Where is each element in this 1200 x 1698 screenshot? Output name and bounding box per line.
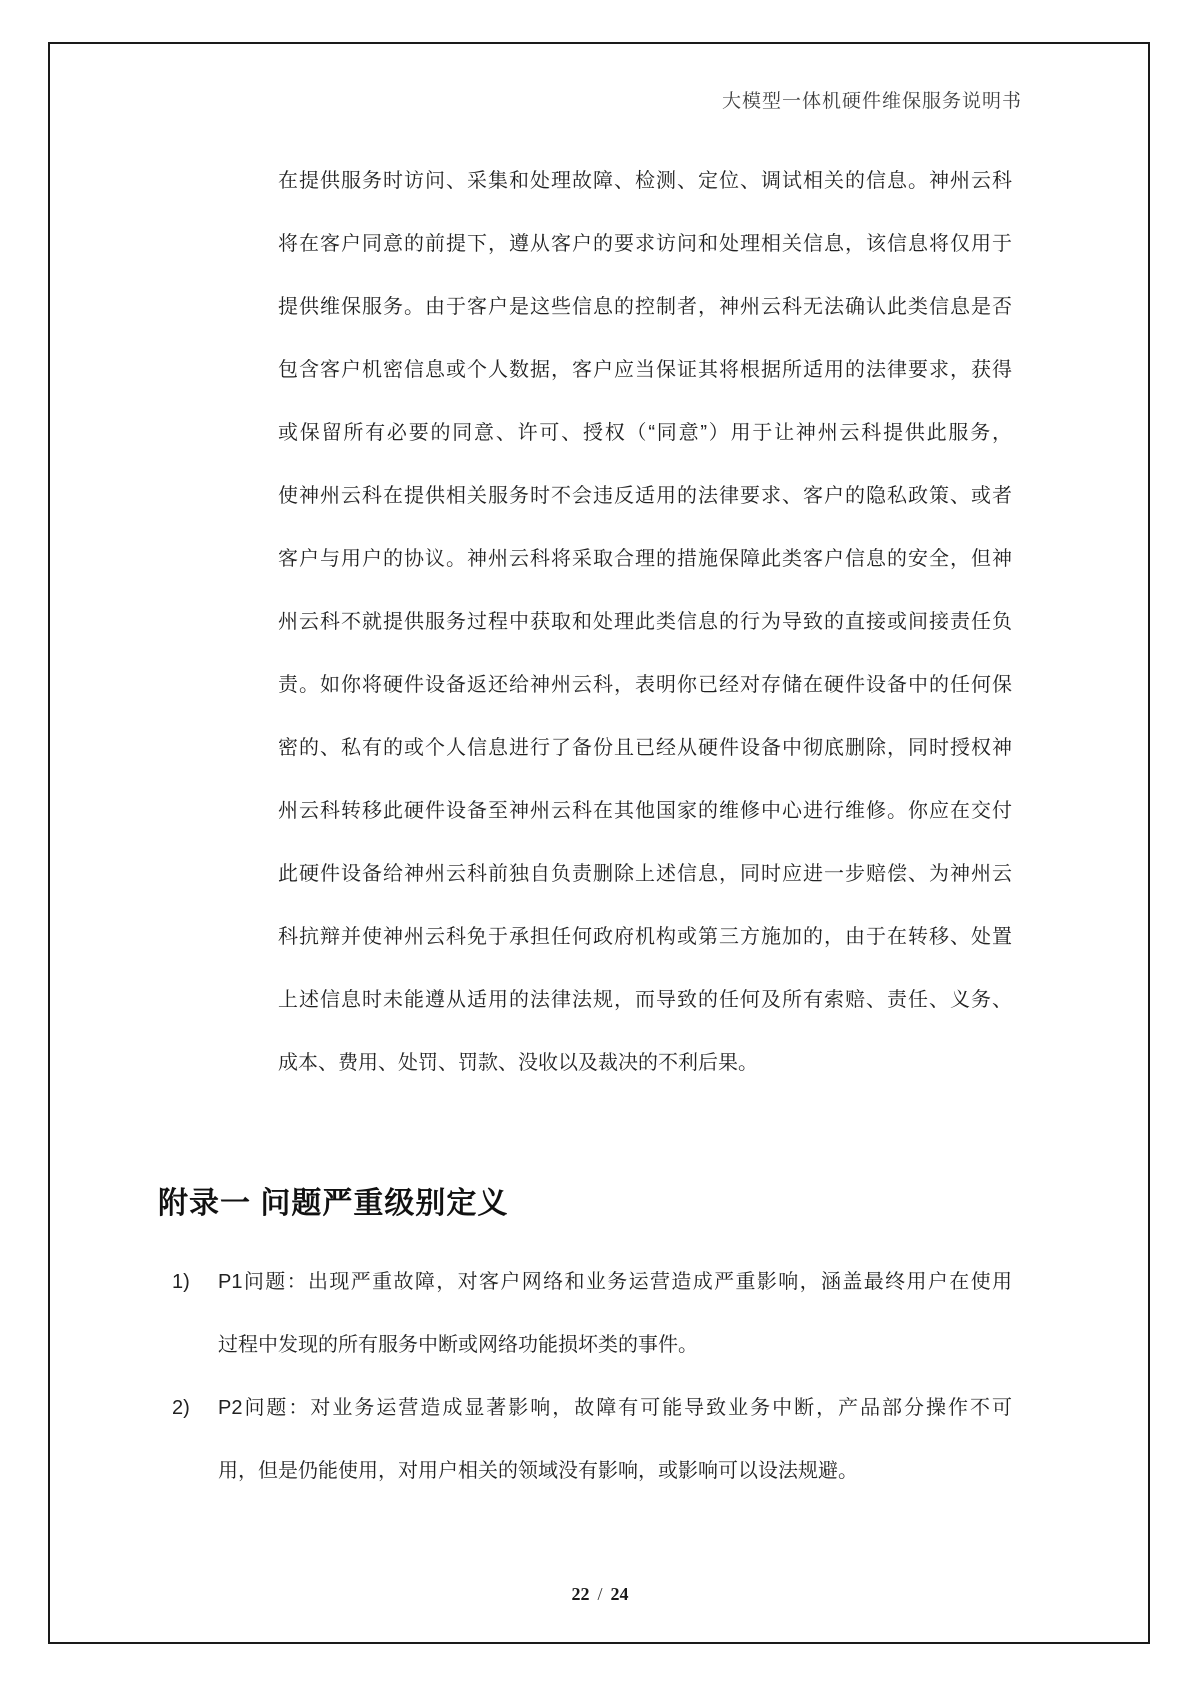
list-item-text	[218, 1251, 1012, 1377]
list-item-text	[218, 1377, 1012, 1503]
list-item-line: P2问题：对业务运营造成显著影响，故障有可能导致业务中断，产品部分操作不可	[218, 1397, 1012, 1419]
list-item-p1	[172, 1251, 1012, 1377]
paragraph-line: 在提供服务时访问、采集和处理故障、检测、定位、调试相关的信息。神州云科	[278, 170, 1012, 192]
paragraph-line: 提供维保服务。由于客户是这些信息的控制者，神州云科无法确认此类信息是否	[278, 296, 1012, 318]
list-item-marker: 1)	[172, 1271, 190, 1293]
paragraph-line: 包含客户机密信息或个人数据，客户应当保证其将根据所适用的法律要求，获得	[278, 359, 1012, 381]
paragraph-line: 使神州云科在提供相关服务时不会违反适用的法律要求、客户的隐私政策、或者	[278, 485, 1012, 507]
list-item-line: 过程中发现的所有服务中断或网络功能损坏类的事件。	[218, 1334, 698, 1356]
paragraph-line: 责。如你将硬件设备返还给神州云科，表明你已经对存储在硬件设备中的任何保	[278, 674, 1012, 696]
paragraph-line: 将在客户同意的前提下，遵从客户的要求访问和处理相关信息，该信息将仅用于	[278, 233, 1012, 255]
body-paragraph	[278, 150, 1012, 1095]
paragraph-line: 客户与用户的协议。神州云科将采取合理的措施保障此类客户信息的安全，但神	[278, 548, 1012, 570]
paragraph-line: 上述信息时未能遵从适用的法律法规，而导致的任何及所有索赔、责任、义务、	[278, 989, 1012, 1011]
paragraph-line: 成本、费用、处罚、罚款、没收以及裁决的不利后果。	[278, 1052, 758, 1074]
paragraph-line: 州云科不就提供服务过程中获取和处理此类信息的行为导致的直接或间接责任负	[278, 611, 1012, 633]
page-number	[0, 1584, 1200, 1605]
paragraph-line: 此硬件设备给神州云科前独自负责删除上述信息，同时应进一步赔偿、为神州云	[278, 863, 1012, 885]
total-page-count: 24	[610, 1584, 629, 1604]
list-item-p2	[172, 1377, 1012, 1503]
list-item-marker: 2)	[172, 1397, 190, 1419]
paragraph-line: 或保留所有必要的同意、许可、授权（“同意”）用于让神州云科提供此服务，	[278, 422, 1012, 444]
paragraph-line: 密的、私有的或个人信息进行了备份且已经从硬件设备中彻底删除，同时授权神	[278, 737, 1012, 759]
paragraph-line: 州云科转移此硬件设备至神州云科在其他国家的维修中心进行维修。你应在交付	[278, 800, 1012, 822]
list-item-line: 用，但是仍能使用，对用户相关的领域没有影响，或影响可以设法规避。	[218, 1460, 858, 1482]
current-page-number: 22	[571, 1584, 590, 1604]
page-number-separator: /	[597, 1584, 603, 1604]
document-header-title: 大模型一体机硬件维保服务说明书	[721, 91, 1022, 112]
severity-definition-list	[172, 1251, 1012, 1503]
appendix-heading: 附录一 问题严重级别定义	[158, 1187, 509, 1220]
list-item-line: P1问题：出现严重故障，对客户网络和业务运营造成严重影响，涵盖最终用户在使用	[218, 1271, 1012, 1293]
paragraph-line: 科抗辩并使神州云科免于承担任何政府机构或第三方施加的，由于在转移、处置	[278, 926, 1012, 948]
